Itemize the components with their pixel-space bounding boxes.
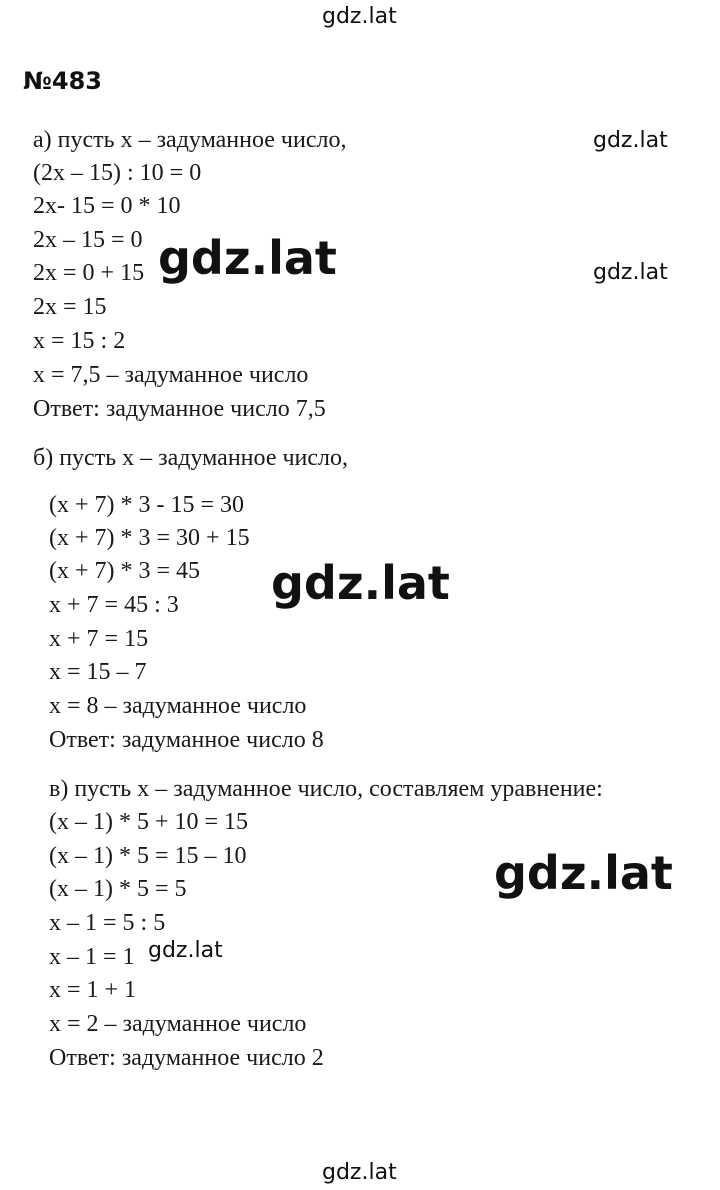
watermark-bottom: gdz.lat (322, 1160, 397, 1185)
watermark-small: gdz.lat (593, 128, 668, 153)
part-c-line: х = 2 – задуманное число (49, 1011, 307, 1037)
part-a-line: (2х – 15) : 10 = 0 (33, 160, 202, 186)
part-c-answer: Ответ: задуманное число 2 (49, 1045, 324, 1071)
watermark-large: gdz.lat (494, 846, 673, 900)
part-c-line: в) пусть х – задуманное число, составляем уравнение: (49, 776, 603, 802)
part-a-line: 2х – 15 = 0 (33, 227, 143, 253)
part-a-line: х = 15 : 2 (33, 328, 126, 354)
part-b-line: х = 8 – задуманное число (49, 693, 307, 719)
watermark-large: gdz.lat (271, 556, 450, 610)
part-c-line: х – 1 = 5 : 5 (49, 910, 166, 936)
part-a-line: 2х = 15 (33, 294, 107, 320)
part-b-line: х = 15 – 7 (49, 659, 147, 685)
part-a-line: 2х = 0 + 15 (33, 260, 145, 286)
part-a-answer: Ответ: задуманное число 7,5 (33, 396, 326, 422)
part-b-line: (х + 7) * 3 = 45 (49, 558, 201, 584)
part-b-line: (х + 7) * 3 - 15 = 30 (49, 492, 245, 518)
part-a-line: 2х- 15 = 0 * 10 (33, 193, 181, 219)
watermark-large: gdz.lat (158, 231, 337, 285)
watermark-top: gdz.lat (322, 4, 397, 29)
part-c-line: (х – 1) * 5 = 15 – 10 (49, 843, 247, 869)
problem-number: №483 (23, 67, 102, 95)
part-a-line: а) пусть х – задуманное число, (33, 127, 347, 153)
part-b-line: х + 7 = 15 (49, 626, 149, 652)
part-b-answer: Ответ: задуманное число 8 (49, 727, 324, 753)
part-b-line: (х + 7) * 3 = 30 + 15 (49, 525, 250, 551)
part-b-line: х + 7 = 45 : 3 (49, 592, 179, 618)
part-b-line: б) пусть х – задуманное число, (33, 445, 349, 471)
part-a-line: х = 7,5 – задуманное число (33, 362, 309, 388)
part-c-line: (х – 1) * 5 = 5 (49, 876, 187, 902)
part-c-line: х – 1 = 1 (49, 944, 135, 970)
part-c-line: (х – 1) * 5 + 10 = 15 (49, 809, 249, 835)
part-c-line: х = 1 + 1 (49, 977, 137, 1003)
watermark-small: gdz.lat (593, 260, 668, 285)
watermark-small: gdz.lat (148, 938, 223, 963)
